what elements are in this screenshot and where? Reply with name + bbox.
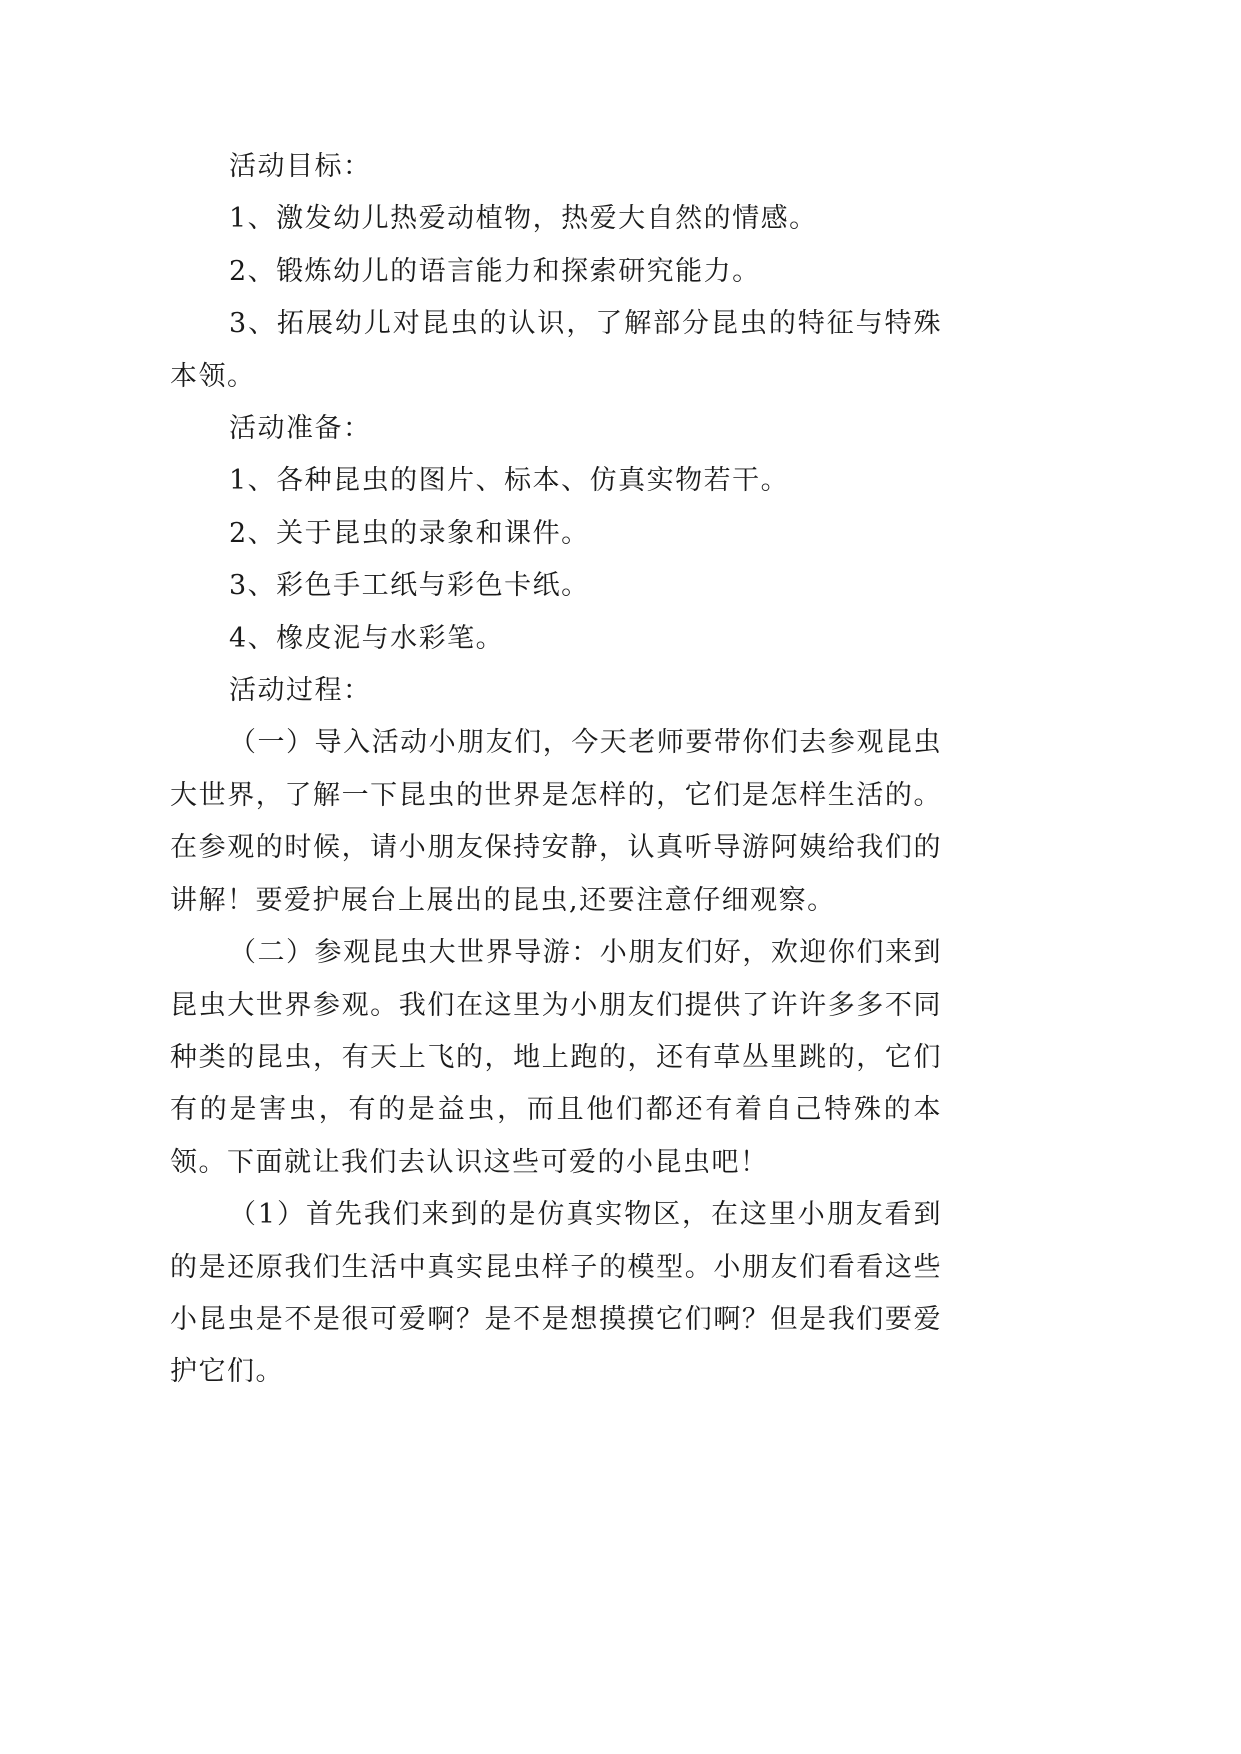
- preparation-item-1: 1、各种昆虫的图片、标本、仿真实物若干。: [229, 465, 790, 497]
- heading-activity-process: 活动过程：: [229, 675, 372, 707]
- process-step-visit: （二）参观昆虫大世界导游：小朋友们好，欢迎你们来到昆虫大世界参观。我们在这里为小朋友们提供了许许多多不同种类的昆虫，有天上飞的，地上跑的，还有草丛里跳的，它们有的是害虫，有的是益虫，而且他们都还有着自己特殊的本领。下面就让我们去认识这些可爱的小昆虫吧！: [170, 937, 942, 1178]
- preparation-item-4: 4、橡皮泥与水彩笔。: [229, 622, 505, 654]
- goal-item-2: 2、锻炼幼儿的语言能力和探索研究能力。: [229, 255, 761, 287]
- heading-activity-preparation: 活动准备：: [229, 413, 372, 445]
- goal-item-3: 3、拓展幼儿对昆虫的认识，了解部分昆虫的特征与特殊本领。: [170, 308, 942, 392]
- process-step-intro: （一）导入活动小朋友们，今天老师要带你们去参观昆虫大世界，了解一下昆虫的世界是怎样的，它们是怎样生活的。在参观的时候，请小朋友保持安静，认真听导游阿姨给我们的讲解！要爱护展台上展出的昆虫,还要注意仔细观察。: [170, 727, 942, 916]
- heading-activity-goals: 活动目标：: [229, 151, 372, 182]
- process-step-simulation-area: （1）首先我们来到的是仿真实物区，在这里小朋友看到的是还原我们生活中真实昆虫样子的模型。小朋友们看看这些小昆虫是不是很可爱啊？是不是想摸摸它们啊？但是我们要爱护它们。: [170, 1199, 942, 1388]
- preparation-item-2: 2、关于昆虫的录象和课件。: [229, 517, 590, 549]
- goal-item-1: 1、激发幼儿热爱动植物，热爱大自然的情感。: [229, 203, 818, 235]
- preparation-item-3: 3、彩色手工纸与彩色卡纸。: [229, 570, 590, 602]
- document-body: [170, 141, 942, 1399]
